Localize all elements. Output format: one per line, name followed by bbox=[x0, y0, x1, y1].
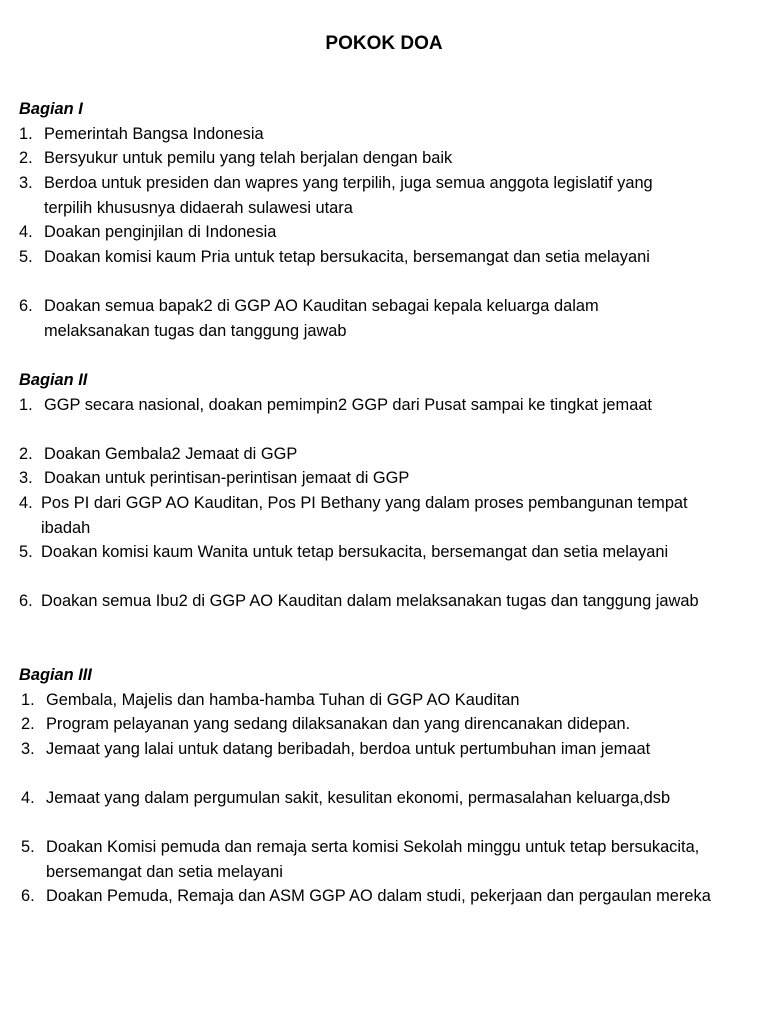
item-number: 1. bbox=[19, 396, 33, 414]
list-item bbox=[21, 688, 715, 713]
item-text: Doakan penginjilan di Indonesia bbox=[44, 223, 277, 241]
list-item bbox=[19, 393, 704, 418]
list-item bbox=[21, 786, 715, 811]
item-text: Pemerintah Bangsa Indonesia bbox=[44, 125, 264, 143]
list-item bbox=[19, 294, 699, 343]
item-text: Pos PI dari GGP AO Kauditan, Pos PI Bethany yang dalam proses pembangunan tempat ibadah bbox=[41, 494, 688, 537]
item-number: 6. bbox=[19, 592, 33, 610]
item-text: Doakan Pemuda, Remaja dan ASM GGP AO dalam studi, pekerjaan dan pergaulan mereka bbox=[46, 887, 711, 905]
item-number: 1. bbox=[19, 125, 33, 143]
item-text: Doakan komisi kaum Wanita untuk tetap bersukacita, bersemangat dan setia melayani bbox=[41, 543, 669, 561]
item-number: 3. bbox=[19, 469, 33, 487]
list-item bbox=[19, 491, 704, 540]
section-heading: Bagian I bbox=[19, 100, 83, 118]
list-item bbox=[21, 737, 715, 762]
section-heading: Bagian III bbox=[19, 666, 92, 684]
item-number: 2. bbox=[19, 445, 33, 463]
list-item bbox=[19, 466, 704, 491]
item-text: Jemaat yang lalai untuk datang beribadah, berdoa untuk pertumbuhan iman jemaat bbox=[46, 740, 651, 758]
item-text: Doakan semua bapak2 di GGP AO Kauditan sebagai kepala keluarga dalam melaksanakan tugas dan tanggung jawab bbox=[44, 297, 599, 340]
list-item bbox=[19, 589, 704, 614]
list-item bbox=[21, 712, 715, 737]
section-heading: Bagian II bbox=[19, 371, 88, 389]
item-number: 4. bbox=[19, 494, 33, 512]
list-item bbox=[19, 442, 704, 467]
item-text: Bersyukur untuk pemilu yang telah berjalan dengan baik bbox=[44, 149, 453, 167]
list-item bbox=[19, 220, 699, 245]
item-number: 5. bbox=[19, 543, 33, 561]
item-number: 5. bbox=[21, 838, 35, 856]
item-text: Gembala, Majelis dan hamba-hamba Tuhan di GGP AO Kauditan bbox=[46, 691, 520, 709]
item-number: 4. bbox=[21, 789, 35, 807]
item-text: Doakan Gembala2 Jemaat di GGP bbox=[44, 445, 298, 463]
item-number: 2. bbox=[21, 715, 35, 733]
item-text: Jemaat yang dalam pergumulan sakit, kesulitan ekonomi, permasalahan keluarga,dsb bbox=[46, 789, 671, 807]
item-number: 3. bbox=[21, 740, 35, 758]
item-number: 4. bbox=[19, 223, 33, 241]
page-title: POKOK DOA bbox=[325, 33, 443, 54]
list-item bbox=[21, 835, 715, 884]
item-number: 3. bbox=[19, 174, 33, 192]
list-item bbox=[19, 146, 699, 171]
item-text: Berdoa untuk presiden dan wapres yang terpilih, juga semua anggota legislatif yang terpilih khususnya didaerah sulawesi utara bbox=[44, 174, 653, 217]
list-item bbox=[21, 884, 715, 909]
item-number: 6. bbox=[21, 887, 35, 905]
list-item bbox=[19, 540, 704, 565]
item-text: Doakan semua Ibu2 di GGP AO Kauditan dalam melaksanakan tugas dan tanggung jawab bbox=[41, 592, 699, 610]
item-number: 1. bbox=[21, 691, 35, 709]
list-item bbox=[19, 171, 699, 220]
item-number: 2. bbox=[19, 149, 33, 167]
item-number: 6. bbox=[19, 297, 33, 315]
item-text: GGP secara nasional, doakan pemimpin2 GGP dari Pusat sampai ke tingkat jemaat bbox=[44, 396, 652, 414]
item-number: 5. bbox=[19, 248, 33, 266]
item-text: Doakan komisi kaum Pria untuk tetap bersukacita, bersemangat dan setia melayani bbox=[44, 248, 650, 266]
list-item bbox=[19, 245, 699, 270]
list-item bbox=[19, 122, 699, 147]
item-text: Program pelayanan yang sedang dilaksanakan dan yang direncanakan didepan. bbox=[46, 715, 631, 733]
item-text: Doakan untuk perintisan-perintisan jemaat di GGP bbox=[44, 469, 410, 487]
item-text: Doakan Komisi pemuda dan remaja serta komisi Sekolah minggu untuk tetap bersukacita, bersemangat dan setia melayani bbox=[46, 838, 700, 881]
